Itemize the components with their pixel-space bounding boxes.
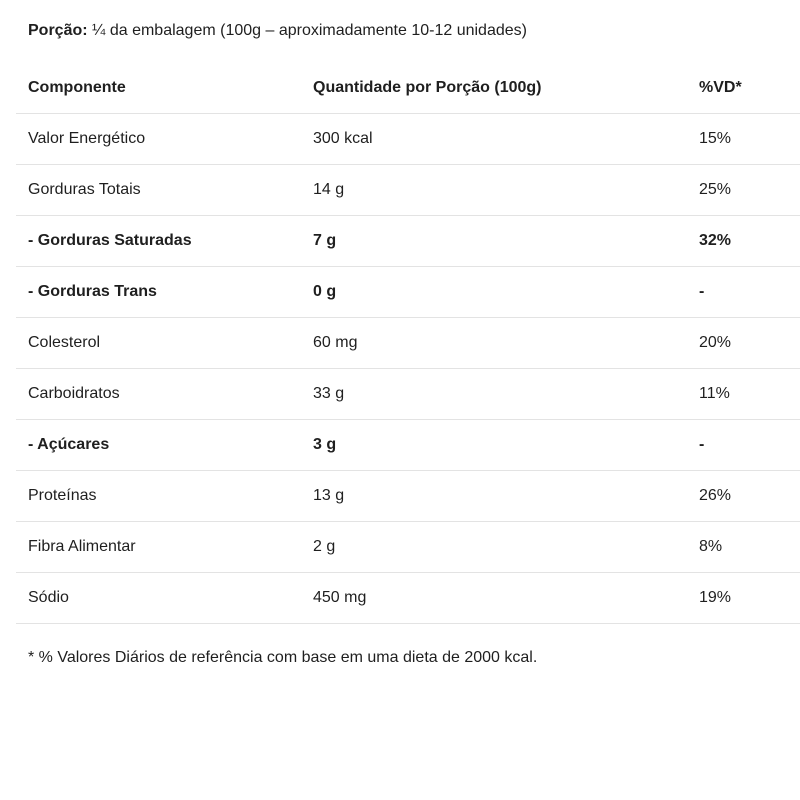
quantity-cell: 0 g <box>301 267 687 318</box>
quantity-cell: 7 g <box>301 216 687 267</box>
quantity-cell: 450 mg <box>301 573 687 624</box>
daily-value-cell: 15% <box>687 114 800 165</box>
portion-info <box>28 19 527 43</box>
component-cell: Carboidratos <box>16 369 301 420</box>
component-cell: Proteínas <box>16 471 301 522</box>
table-row <box>16 216 800 267</box>
table-row <box>16 165 800 216</box>
table-row <box>16 267 800 318</box>
table-row <box>16 318 800 369</box>
header-quantity: Quantidade por Porção (100g) <box>301 63 687 114</box>
quantity-cell: 2 g <box>301 522 687 573</box>
component-cell: Colesterol <box>16 318 301 369</box>
component-cell: - Gorduras Saturadas <box>16 216 301 267</box>
table-row <box>16 573 800 624</box>
daily-value-cell: 11% <box>687 369 800 420</box>
component-cell: Gorduras Totais <box>16 165 301 216</box>
quantity-cell: 300 kcal <box>301 114 687 165</box>
daily-value-cell: 20% <box>687 318 800 369</box>
daily-value-cell: 19% <box>687 573 800 624</box>
daily-value-cell: - <box>687 420 800 471</box>
table-body <box>16 114 800 624</box>
component-cell: Sódio <box>16 573 301 624</box>
nutrition-table <box>16 63 800 624</box>
quantity-cell: 14 g <box>301 165 687 216</box>
quantity-cell: 33 g <box>301 369 687 420</box>
component-cell: - Açúcares <box>16 420 301 471</box>
table-row <box>16 114 800 165</box>
table-row <box>16 471 800 522</box>
table-row <box>16 522 800 573</box>
portion-label: Porção: <box>28 22 88 39</box>
footnote: * % Valores Diários de referência com base em uma dieta de 2000 kcal. <box>28 649 538 666</box>
header-component: Componente <box>16 63 301 114</box>
table-row <box>16 369 800 420</box>
daily-value-cell: 8% <box>687 522 800 573</box>
quantity-cell: 13 g <box>301 471 687 522</box>
component-cell: - Gorduras Trans <box>16 267 301 318</box>
daily-value-cell: 32% <box>687 216 800 267</box>
daily-value-cell: 25% <box>687 165 800 216</box>
quantity-cell: 3 g <box>301 420 687 471</box>
daily-value-cell: 26% <box>687 471 800 522</box>
header-daily-value: %VD* <box>687 63 800 114</box>
portion-text: ¼ da embalagem (100g – aproximadamente 10-12 unidades) <box>92 22 527 39</box>
component-cell: Valor Energético <box>16 114 301 165</box>
quantity-cell: 60 mg <box>301 318 687 369</box>
table-row <box>16 420 800 471</box>
table-header-row <box>16 63 800 114</box>
component-cell: Fibra Alimentar <box>16 522 301 573</box>
daily-value-cell: - <box>687 267 800 318</box>
